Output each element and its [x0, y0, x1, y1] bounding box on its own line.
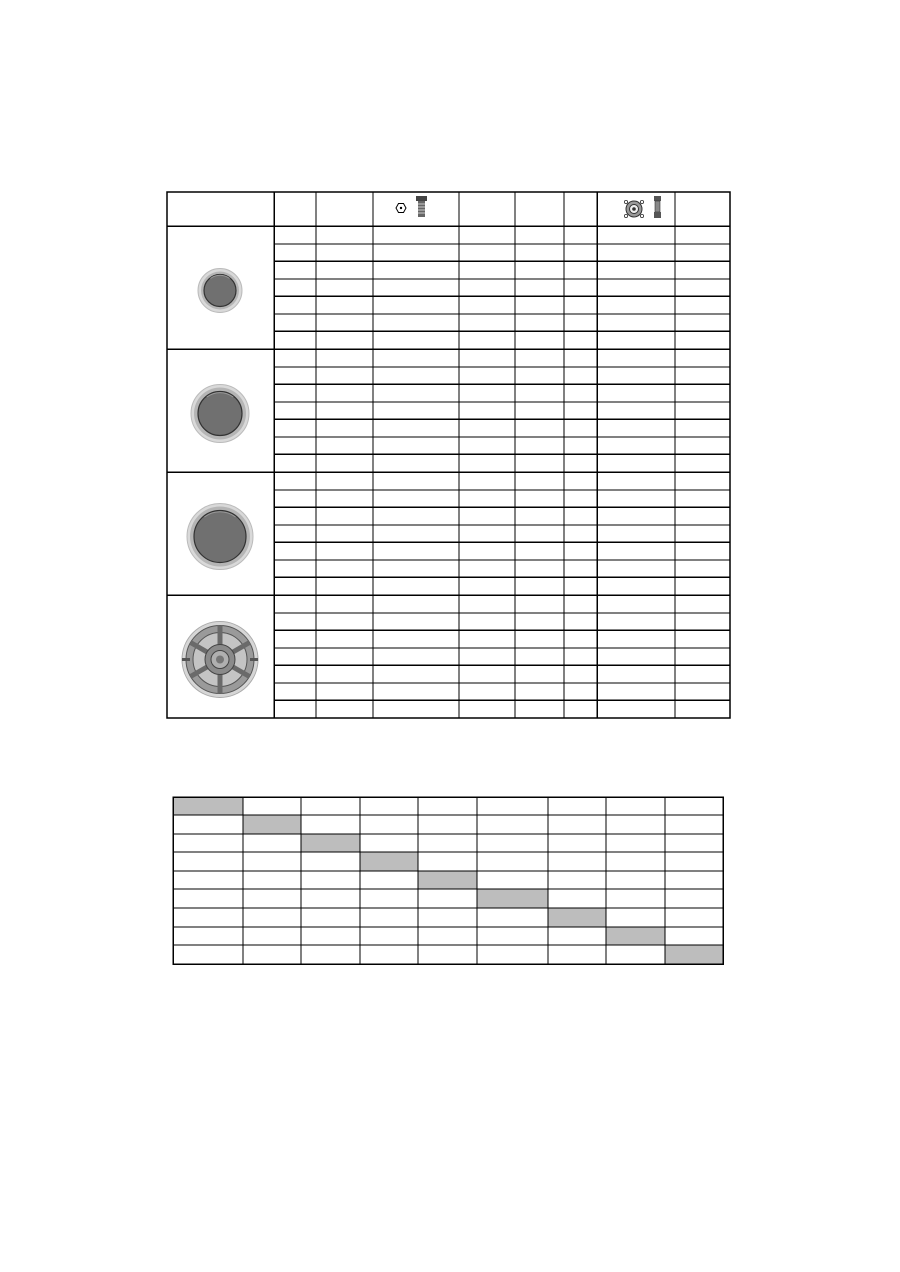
matrix-cell-diagonal	[418, 871, 477, 889]
matrix-cell-diagonal	[606, 927, 665, 945]
matrix-cell	[360, 815, 418, 834]
matrix-cell	[477, 927, 548, 945]
matrix-cell	[301, 889, 360, 908]
matrix-cell	[665, 852, 723, 871]
matrix-cell	[173, 834, 243, 852]
matrix-cell	[606, 797, 665, 815]
matrix-cell	[360, 871, 418, 889]
matrix-table-grid	[173, 797, 723, 964]
matrix-cell	[477, 797, 548, 815]
matrix-cell-diagonal	[360, 852, 418, 871]
matrix-cell	[665, 797, 723, 815]
matrix-cell	[301, 852, 360, 871]
matrix-cell	[477, 908, 548, 927]
matrix-cell	[548, 815, 606, 834]
matrix-cell	[548, 889, 606, 908]
matrix-cell	[243, 834, 301, 852]
matrix-cell	[418, 908, 477, 927]
matrix-cell	[301, 815, 360, 834]
matrix-cell	[548, 797, 606, 815]
matrix-cell	[173, 889, 243, 908]
matrix-cell-diagonal	[243, 815, 301, 834]
matrix-cell	[243, 852, 301, 871]
matrix-cell	[360, 945, 418, 964]
matrix-cell	[418, 815, 477, 834]
matrix-cell	[477, 871, 548, 889]
matrix-cell	[606, 815, 665, 834]
matrix-cell	[418, 945, 477, 964]
matrix-cell	[243, 871, 301, 889]
matrix-cell-diagonal	[548, 908, 606, 927]
matrix-cell	[173, 871, 243, 889]
matrix-cell	[477, 945, 548, 964]
matrix-cell	[301, 927, 360, 945]
matrix-cell-diagonal	[665, 945, 723, 964]
matrix-cell	[418, 889, 477, 908]
matrix-cell	[418, 927, 477, 945]
matrix-cell	[606, 852, 665, 871]
matrix-cell	[173, 815, 243, 834]
matrix-cell	[606, 871, 665, 889]
matrix-cell	[548, 945, 606, 964]
matrix-cell	[360, 927, 418, 945]
matrix-cell	[606, 908, 665, 927]
matrix-cell	[360, 834, 418, 852]
matrix-cell	[606, 945, 665, 964]
matrix-cell	[301, 797, 360, 815]
matrix-cell	[173, 852, 243, 871]
matrix-cell-diagonal	[173, 797, 243, 815]
matrix-cell	[360, 889, 418, 908]
matrix-cell	[665, 834, 723, 852]
matrix-cell	[665, 871, 723, 889]
matrix-cell	[418, 834, 477, 852]
matrix-cell	[606, 889, 665, 908]
matrix-cell-diagonal	[477, 889, 548, 908]
matrix-cell	[477, 834, 548, 852]
matrix-cell	[173, 908, 243, 927]
matrix-cell	[548, 927, 606, 945]
matrix-cell	[477, 815, 548, 834]
matrix-cell	[360, 797, 418, 815]
matrix-cell	[243, 945, 301, 964]
matrix-cell	[606, 834, 665, 852]
matrix-cell	[301, 945, 360, 964]
matrix-cell	[243, 908, 301, 927]
matrix-cell	[665, 908, 723, 927]
matrix-cell	[173, 945, 243, 964]
matrix-cell	[548, 871, 606, 889]
matrix-cell	[548, 852, 606, 871]
matrix-cell	[173, 927, 243, 945]
matrix-cell-diagonal	[301, 834, 360, 852]
matrix-cell	[418, 797, 477, 815]
matrix-cell	[665, 889, 723, 908]
matrix-cell	[243, 927, 301, 945]
matrix-cell	[548, 834, 606, 852]
matrix-cell	[665, 815, 723, 834]
matrix-cell	[665, 927, 723, 945]
matrix-cell	[301, 871, 360, 889]
matrix-cell	[360, 908, 418, 927]
matrix-cell	[301, 908, 360, 927]
matrix-cell	[418, 852, 477, 871]
matrix-cell	[243, 797, 301, 815]
matrix-cell	[243, 889, 301, 908]
matrix-cell	[477, 852, 548, 871]
